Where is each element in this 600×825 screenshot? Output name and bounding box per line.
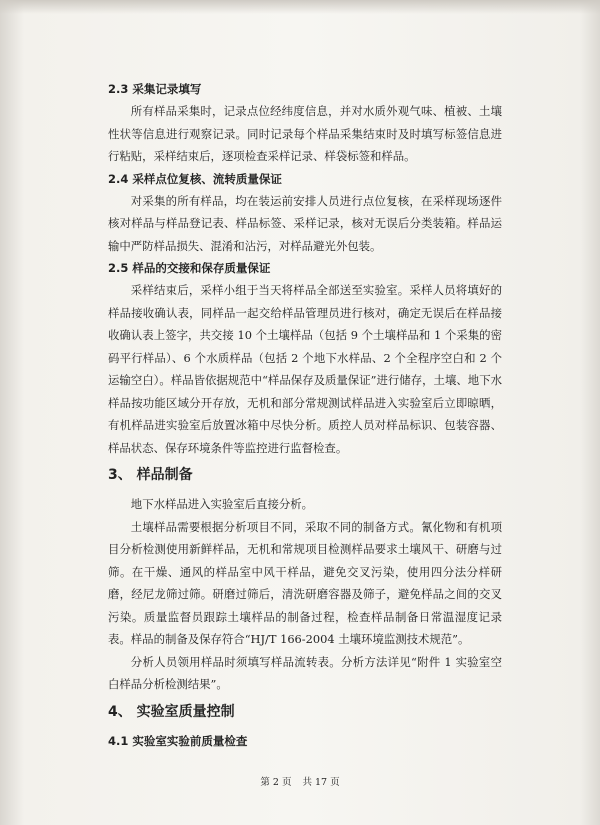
paragraph-2-3: 所有样品采集时，记录点位经纬度信息，并对水质外观气味、植被、土壤性状等信息进行观察记录。同时记录每个样品采集结束时及时填写标签信息进行粘贴，采样结束后，逐项检查采样记录、样袋标签和样品。 (108, 104, 502, 163)
document-body (108, 78, 502, 752)
page-number: 第 2 页 (260, 777, 292, 788)
page-footer (0, 774, 600, 788)
paragraph-3-3: 分析人员领用样品时须填写样品流转表。分析方法详见“附件 1 实验室空白样品分析检测结果”。 (108, 654, 502, 691)
paragraph-3-2: 土壤样品需要根据分析项目不同，采取不同的制备方式。氰化物和有机项目分析检测使用新鲜样品，无机和常规项目检测样品要求土壤风干、研磨与过筛。在干燥、通风的样品室中风干样品，避免交叉污染，使用四分法分样研磨，经尼龙筛过筛。研磨过筛后，清洗研磨容器及筛子，避免样品之间的交叉污染。质量监督员跟踪土壤样品的制备过程，检查样品制备日常温湿度记录表。样品的制备及保存符合“HJ/T 166-2004 土壤环境监测技术规范”。 (108, 519, 502, 646)
chapter-heading-4: 4、 实验室质量控制 (108, 703, 235, 720)
scan-shadow (0, 0, 600, 14)
page-total: 共 17 页 (302, 777, 340, 788)
section-heading-2-5: 2.5 样品的交接和保存质量保证 (108, 261, 271, 275)
section-heading-4-1: 4.1 实验室实验前质量检查 (108, 733, 248, 748)
section-heading-2-3: 2.3 采集记录填写 (108, 82, 202, 96)
paragraph-2-4: 对采集的所有样品，均在装运前安排人员进行点位复核，在采样现场逐件核对样品与样品登记表、样品标签、采样记录，核对无误后分类装箱。样品运输中严防样品损失、混淆和沾污，对样品避光外包装。 (108, 193, 502, 253)
chapter-heading-3: 3、 样品制备 (108, 467, 193, 483)
section-heading-2-4: 2.4 采样点位复核、流转质量保证 (108, 171, 282, 186)
paragraph-2-5: 采样结束后，采样小组于当天将样品全部送至实验室。采样人员将填好的样品接收确认表，同样品一起交给样品管理员进行核对，确定无误后在样品接收确认表上签字，共交接 10 个土壤样品（包括 9 个土壤样品和 1 个采集的密码平行样品）、6 个水质样品（包括 2 个地下水样品、2 个全程序空白和 2 个运输空白）。样品皆依据规范中“样品保存及质量保证”进行储存，土壤、地下水样品按功能区域分开存放，无机和部分常规测试样品进入实验室后立即晾晒，有机样品进实验室后放置冰箱中尽快分析。质控人员对样品标识、包装容器、样品状态、保存环境条件等监控进行监督检查。 (108, 283, 502, 455)
paragraph-3-1: 地下水样品进入实验室后直接分析。 (130, 497, 314, 511)
